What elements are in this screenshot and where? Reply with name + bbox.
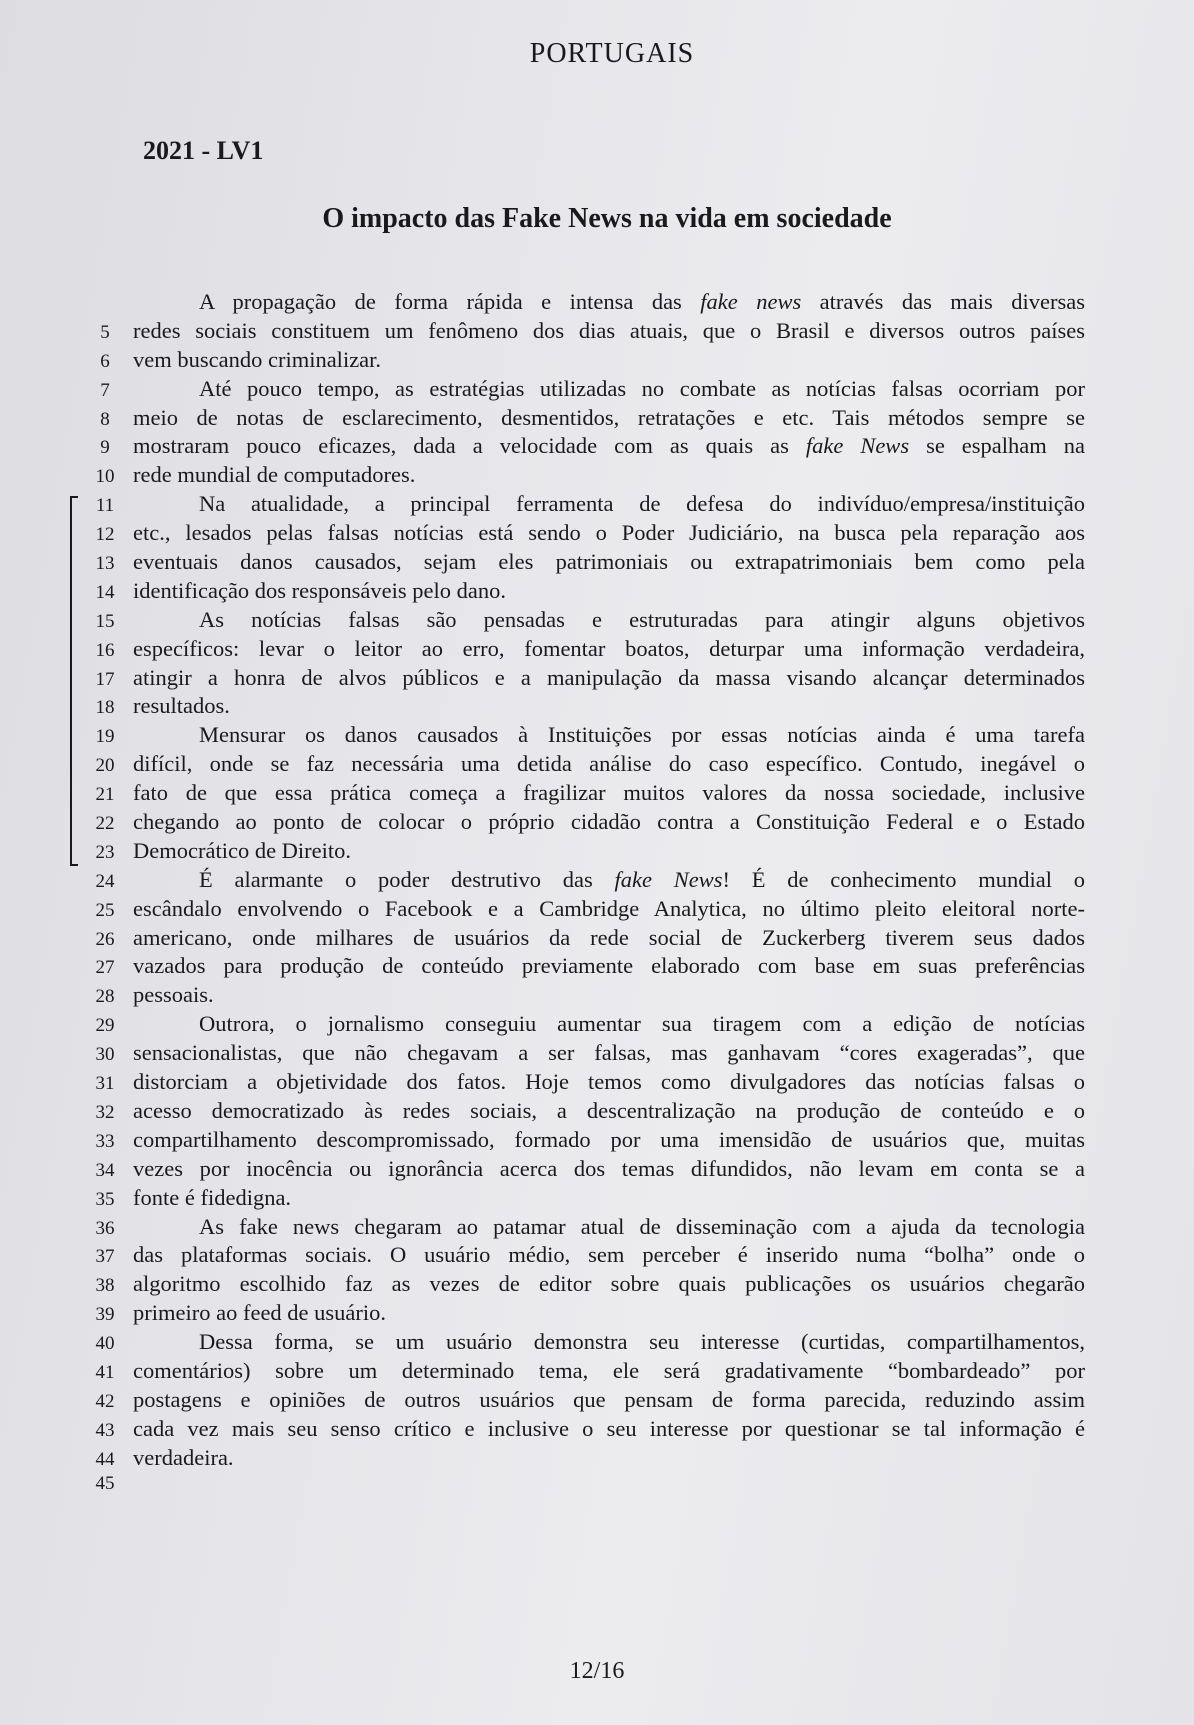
- line-text: Outrora, o jornalismo conseguiu aumentar sua tiragem com a edição de notícias: [199, 1011, 1085, 1037]
- line-text: algoritmo escolhido faz as vezes de editor sobre quais publicações os usuários chegarão: [133, 1271, 1085, 1297]
- line-text: vazados para produção de conteúdo previamente elaborado com base em suas preferências: [133, 953, 1085, 979]
- line-number: 8: [100, 408, 110, 430]
- line-number: 38: [95, 1275, 115, 1297]
- essay-line: [85, 1097, 1085, 1126]
- line-number: 22: [95, 813, 115, 835]
- line-number: 26: [95, 928, 115, 950]
- line-text: atingir a honra de alvos públicos e a manipulação da massa visando alcançar determinados: [133, 664, 1085, 690]
- essay-line: [85, 1328, 1085, 1357]
- essay-line: [85, 519, 1085, 548]
- line-text: Dessa forma, se um usuário demonstra seu interesse (curtidas, compartilhamentos,: [199, 1329, 1085, 1355]
- line-number: 25: [95, 899, 115, 921]
- essay-line: [85, 432, 1085, 461]
- line-text: difícil, onde se faz necessária uma detida análise do caso específico. Contudo, inegável o: [133, 751, 1085, 777]
- essay-line: [85, 490, 1085, 519]
- line-number: 39: [95, 1304, 115, 1326]
- essay-line: [85, 606, 1085, 635]
- line-number: 32: [95, 1101, 115, 1123]
- line-text: Mensurar os danos causados à Instituições por essas notícias ainda é uma tarefa: [199, 722, 1085, 748]
- essay-line: [85, 548, 1085, 577]
- line-number: 20: [95, 755, 115, 777]
- line-text: rede mundial de computadores.: [133, 462, 416, 488]
- essay-line: [85, 317, 1085, 346]
- line-number: 31: [95, 1073, 115, 1095]
- essay-line: [85, 1386, 1085, 1415]
- line-text: verdadeira.: [133, 1444, 234, 1470]
- essay-line: [85, 837, 1085, 866]
- line-number: 37: [95, 1246, 115, 1268]
- essay-body: [85, 288, 1085, 1501]
- essay-title: O impacto das Fake News na vida em sociedade: [322, 203, 892, 234]
- line-number: 43: [95, 1419, 115, 1441]
- line-text: Na atualidade, a principal ferramenta de defesa do indivíduo/empresa/instituição: [199, 491, 1085, 517]
- essay-line: [85, 1213, 1085, 1242]
- line-text: compartilhamento descompromissado, formado por uma imensidão de usuários que, muitas: [133, 1126, 1085, 1152]
- subject-header: PORTUGAIS: [529, 38, 695, 69]
- line-number: 35: [95, 1188, 115, 1210]
- essay-line: [85, 952, 1085, 981]
- line-number: 18: [95, 697, 115, 719]
- line-number: 9: [100, 437, 110, 459]
- line-number: 12: [95, 524, 115, 546]
- line-text: Até pouco tempo, as estratégias utilizadas no combate as notícias falsas ocorriam por: [199, 375, 1085, 401]
- essay-line: [85, 375, 1085, 404]
- line-number: 14: [95, 581, 115, 603]
- line-number: 5: [100, 321, 110, 343]
- line-text: postagens e opiniões de outros usuários que pensam de forma parecida, reduzindo assim: [133, 1386, 1085, 1412]
- line-number: 13: [95, 553, 115, 575]
- line-text: meio de notas de esclarecimento, desmentidos, retratações e etc. Tais métodos sempre se: [133, 404, 1085, 430]
- essay-line: [85, 1415, 1085, 1444]
- line-text: etc., lesados pelas falsas notícias está sendo o Poder Judiciário, na busca pela reparação aos: [133, 520, 1085, 546]
- essay-line: [85, 1473, 1085, 1502]
- line-number: 41: [95, 1361, 115, 1383]
- essay-line: [85, 692, 1085, 721]
- line-text: específicos: levar o leitor ao erro, fomentar boatos, deturpar uma informação verdadeira,: [133, 635, 1085, 661]
- page-number: 12/16: [569, 1658, 625, 1684]
- essay-line: [85, 808, 1085, 837]
- essay-line: [85, 635, 1085, 664]
- line-text: comentários) sobre um determinado tema, ele será gradativamente “bombardeado” por: [133, 1357, 1085, 1383]
- line-number: 27: [95, 957, 115, 979]
- line-number: 36: [95, 1217, 115, 1239]
- essay-line: [85, 924, 1085, 953]
- line-number: 34: [95, 1159, 115, 1181]
- line-number: 28: [95, 986, 115, 1008]
- line-text: resultados.: [133, 693, 230, 719]
- essay-line: [85, 779, 1085, 808]
- line-text: eventuais danos causados, sejam eles patrimoniais ou extrapatrimoniais bem como pela: [133, 549, 1085, 575]
- essay-line: [85, 1270, 1085, 1299]
- line-number: 23: [95, 841, 115, 863]
- line-text: cada vez mais seu senso crítico e inclusive o seu interesse por questionar se tal informação é: [133, 1415, 1085, 1441]
- essay-line: [85, 346, 1085, 375]
- line-number: 44: [95, 1448, 115, 1470]
- essay-line: [85, 1068, 1085, 1097]
- line-text: redes sociais constituem um fenômeno dos dias atuais, que o Brasil e diversos outros países: [133, 317, 1085, 343]
- line-number: 24: [95, 870, 115, 892]
- essay-line: [85, 981, 1085, 1010]
- exam-code: 2021 - LV1: [143, 136, 264, 165]
- essay-line: [85, 1241, 1085, 1270]
- essay-line: [85, 750, 1085, 779]
- essay-line: [85, 1010, 1085, 1039]
- essay-line: [85, 1299, 1085, 1328]
- line-text: mostraram pouco eficazes, dada a velocidade com as quais as fake News se espalham na: [133, 433, 1086, 459]
- line-text: As notícias falsas são pensadas e estruturadas para atingir alguns objetivos: [199, 606, 1085, 632]
- essay-line: [85, 1357, 1085, 1386]
- essay-line: [85, 1444, 1085, 1473]
- line-number: 10: [95, 466, 115, 488]
- line-text: As fake news chegaram ao patamar atual de disseminação com a ajuda da tecnologia: [199, 1213, 1085, 1239]
- line-number: 21: [95, 784, 115, 806]
- line-number: 33: [95, 1130, 115, 1152]
- line-text: escândalo envolvendo o Facebook e a Cambridge Analytica, no último pleito eleitoral norte-: [133, 895, 1085, 921]
- line-text: vezes por inocência ou ignorância acerca dos temas difundidos, não levam em conta se a: [133, 1155, 1085, 1181]
- essay-line: [85, 1184, 1085, 1213]
- line-text: identificação dos responsáveis pelo dano.: [133, 577, 507, 603]
- line-text: chegando ao ponto de colocar o próprio cidadão contra a Constituição Federal e o Estado: [133, 809, 1085, 835]
- line-number: 45: [95, 1472, 115, 1494]
- line-number: 30: [95, 1044, 115, 1066]
- line-number: 15: [95, 610, 115, 632]
- line-text: É alarmante o poder destrutivo das fake News! É de conhecimento mundial o: [199, 866, 1085, 892]
- line-text: acesso democratizado às redes sociais, a descentralização na produção de conteúdo e o: [133, 1097, 1085, 1123]
- line-number: 17: [95, 668, 115, 690]
- line-number: 29: [95, 1015, 115, 1037]
- line-text: fonte é fidedigna.: [133, 1184, 292, 1210]
- essay-line: [85, 895, 1085, 924]
- line-number: 16: [95, 639, 115, 661]
- line-text: vem buscando criminalizar.: [133, 346, 382, 372]
- line-number: 7: [100, 379, 110, 401]
- line-number: 40: [95, 1333, 115, 1355]
- line-text: primeiro ao feed de usuário.: [133, 1300, 387, 1326]
- margin-bracket: [70, 496, 78, 866]
- line-text: americano, onde milhares de usuários da rede social de Zuckerberg tiverem seus dados: [133, 924, 1085, 950]
- essay-line: [85, 866, 1085, 895]
- essay-line: [85, 721, 1085, 750]
- essay-line: [85, 404, 1085, 433]
- line-number: 11: [95, 495, 115, 517]
- essay-line: [85, 1155, 1085, 1184]
- line-number: 6: [100, 350, 110, 372]
- line-text: distorciam a objetividade dos fatos. Hoje temos como divulgadores das notícias falsas o: [133, 1069, 1085, 1095]
- line-text: Democrático de Direito.: [133, 837, 352, 863]
- line-text: fato de que essa prática começa a fragilizar muitos valores da nossa sociedade, inclusive: [133, 780, 1085, 806]
- essay-line: [85, 664, 1085, 693]
- essay-line: [85, 288, 1085, 317]
- line-text: pessoais.: [133, 982, 214, 1008]
- line-number: 19: [95, 726, 115, 748]
- line-text: A propagação de forma rápida e intensa das fake news através das mais diversas: [199, 289, 1085, 314]
- essay-line: [85, 461, 1085, 490]
- essay-line: [85, 1039, 1085, 1068]
- line-text: sensacionalistas, que não chegavam a ser falsas, mas ganhavam “cores exageradas”, que: [133, 1040, 1085, 1066]
- essay-line: [85, 1126, 1085, 1155]
- line-text: das plataformas sociais. O usuário médio, sem perceber é inserido numa “bolha” onde o: [133, 1242, 1085, 1268]
- essay-line: [85, 577, 1085, 606]
- line-number: 42: [95, 1390, 115, 1412]
